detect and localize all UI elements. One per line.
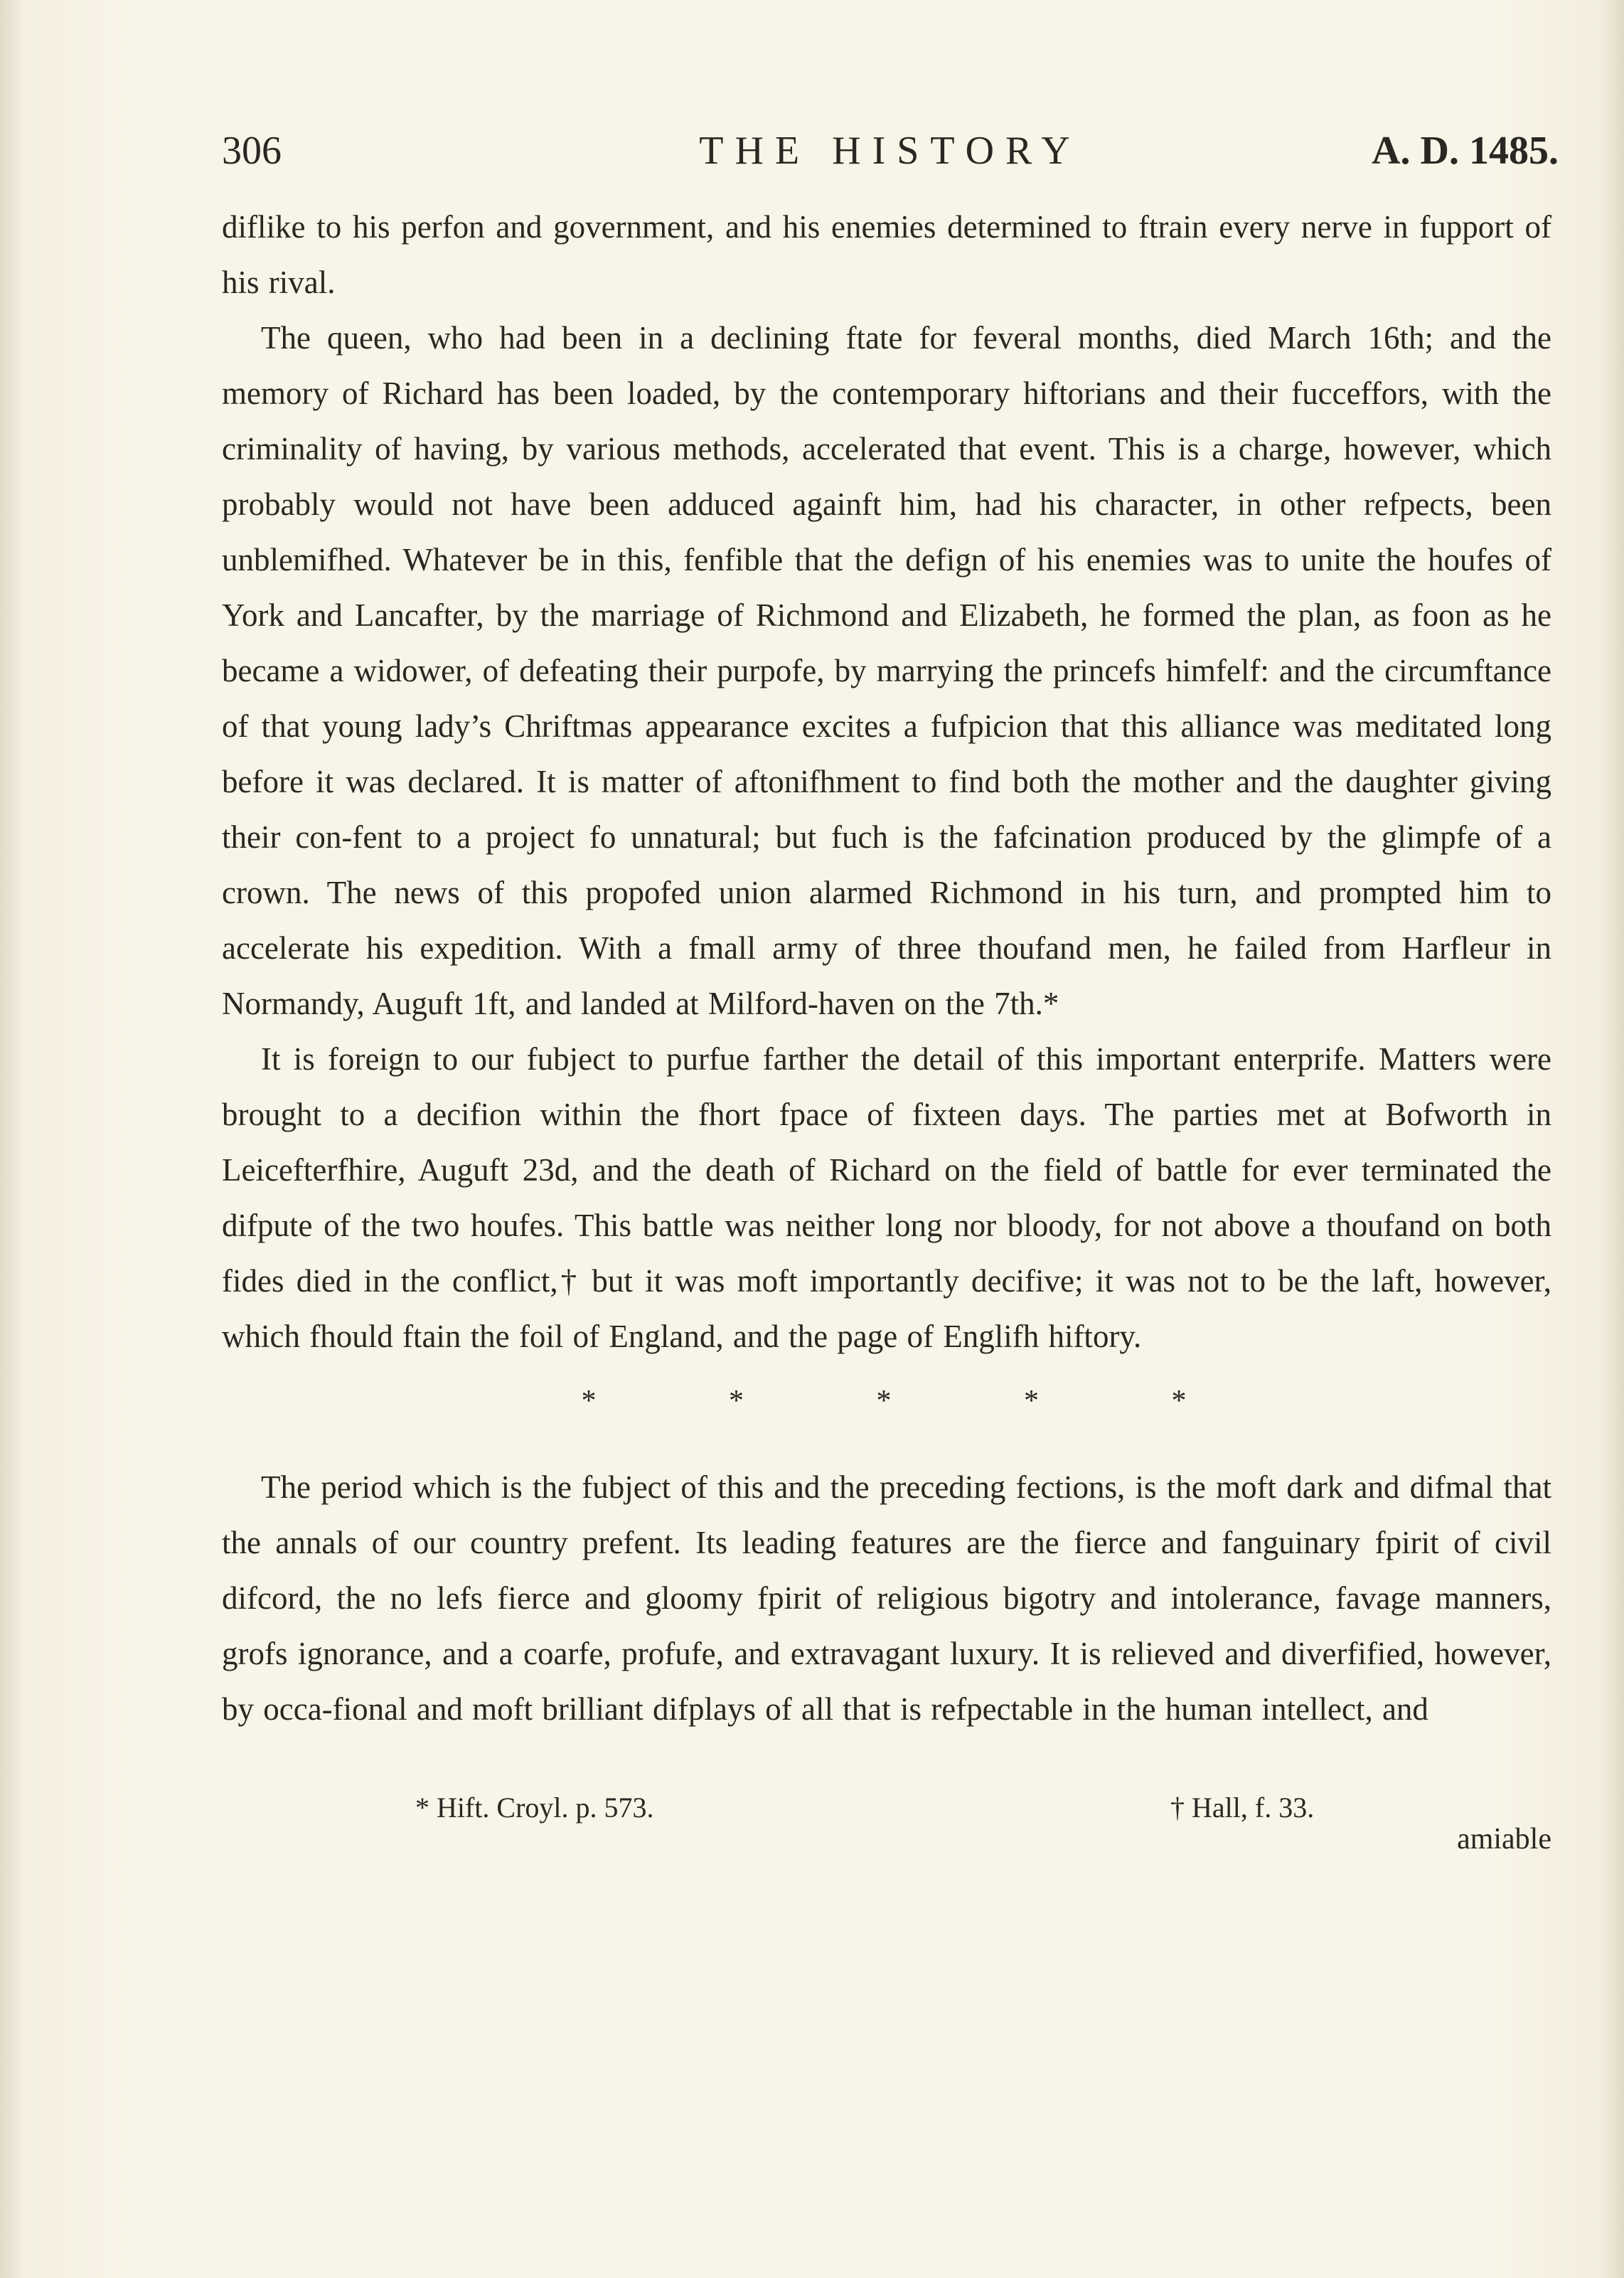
left-page-edge <box>0 0 23 2278</box>
page-number: 306 <box>222 129 282 173</box>
main-text <box>222 199 1551 1737</box>
section-ornament: * * * * * <box>581 1385 1249 1417</box>
paragraph-4: The period which is the fubject of this and the preceding fections, is the moft dark and difmal that the annals of our country prefent. Its leading features are the fierce and fanguinary fpirit of civil difcord, the no lefs fierce and gloomy fpirit of religious bigotry and intolerance, favage manners, grofs ignorance, and a coarfe, profufe, and extravagant luxury. It is relieved and diverfified, however, by occa-fional and moft brilliant difplays of all that is refpectable in the human intellect, and <box>222 1469 1551 1727</box>
running-header <box>222 122 1559 179</box>
paragraph-3: It is foreign to our fubject to purfue farther the detail of this important enterprife. Matters were brought to a decifion within the fhort fpace of fixteen days. The parties met at Bofworth in Leicefterfhire, Auguft 23d, and the death of Richard on the field of battle for ever terminated the difpute of the two houfes. This battle was neither long nor bloody, for not above a thoufand on both fides died in the conflict,† but it was moft importantly decifive; it was not to be the laft, however, which fhould ftain the foil of England, and the page of Englifh hiftory. <box>222 1041 1551 1354</box>
paragraph-2: The queen, who had been in a declining ftate for feveral months, died March 16th; and the memory of Richard has been loaded, by the contemporary hiftorians and their fucceffors, with the criminality of having, by various methods, accelerated that event. This is a charge, however, which probably would not have been adduced againft him, had his character, in other refpects, been unblemifhed. Whatever be in this, fenfible that the defign of his enemies was to unite the houfes of York and Lancafter, by the marriage of Richmond and Elizabeth, he formed the plan, as foon as he became a widower, of defeating their purpofe, by marrying the princefs himfelf: and the circumftance of that young lady’s Chriftmas appearance excites a fufpicion that this alliance was meditated long before it was declared. It is matter of aftonifhment to find both the mother and the daughter giving their con-fent to a project fo unnatural; but fuch is the fafcination produced by the glimpfe of a crown. The news of this propofed union alarmed Richmond in his turn, and prompted him to accelerate his expedition. With a fmall army of three thoufand men, he failed from Harfleur in Normandy, Auguft 1ft, and landed at Milford-haven on the 7th.* <box>222 320 1551 1021</box>
catchword: amiable <box>1457 1823 1551 1856</box>
footnote-croyl: * Hift. Croyl. p. 573. <box>415 1792 654 1824</box>
paragraph-1: diflike to his perfon and government, and his enemies determined to ftrain every nerve in fupport of his rival. <box>222 209 1551 300</box>
footnote-hall: † Hall, f. 33. <box>1170 1792 1315 1824</box>
right-page-edge <box>1601 0 1624 2278</box>
date-heading: A. D. 1485. <box>1372 129 1559 173</box>
footnotes <box>222 1787 1551 1851</box>
running-title: THE HISTORY <box>699 129 1081 173</box>
